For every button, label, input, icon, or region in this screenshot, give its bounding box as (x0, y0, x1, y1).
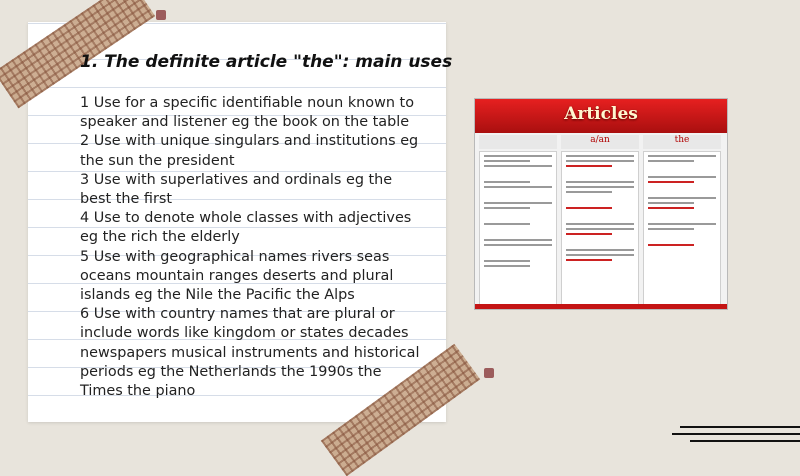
rule-item-2: 2 Use with unique singulars and institutions eg the sun the president (80, 133, 419, 169)
rule-item-3: 3 Use with superlatives and ordinals eg the best the first (80, 171, 393, 208)
slide-heading: 1. The definite article "the": main uses (80, 52, 453, 72)
tape-edge-mark-bottom (484, 368, 494, 378)
articles-slide-image (474, 98, 728, 310)
rule-item-5: 5 Use with geographical names rivers seas oceans mountain ranges deserts and plural islands eg the Nile the Pacific the Alps (80, 248, 394, 304)
rule-item-6: 6 Use with country names that are plural or include words like kingdom or states decades newspapers musical instruments and historical periods eg the Netherlands the 1990s the Times the piano (80, 306, 420, 400)
articles-slide-header (475, 99, 727, 133)
column-header-blank (479, 135, 557, 149)
rules-list (80, 94, 425, 401)
tape-edge-mark-top (156, 10, 166, 20)
articles-column-a-an (561, 151, 639, 305)
column-header-a-an: a/an (561, 135, 639, 149)
rule-item-1: 1 Use for a specific identifiable noun known to speaker and listener eg the book on the table (80, 95, 414, 131)
rule-item-4: 4 Use to denote whole classes with adjectives eg the rich the elderly (80, 210, 412, 246)
articles-slide-footer-bar (475, 304, 727, 309)
articles-column-zero (479, 151, 557, 305)
articles-slide-title: Articles (564, 104, 638, 124)
column-header-the: the (643, 135, 721, 149)
articles-column-the (643, 151, 721, 305)
decorative-lines (670, 420, 800, 450)
